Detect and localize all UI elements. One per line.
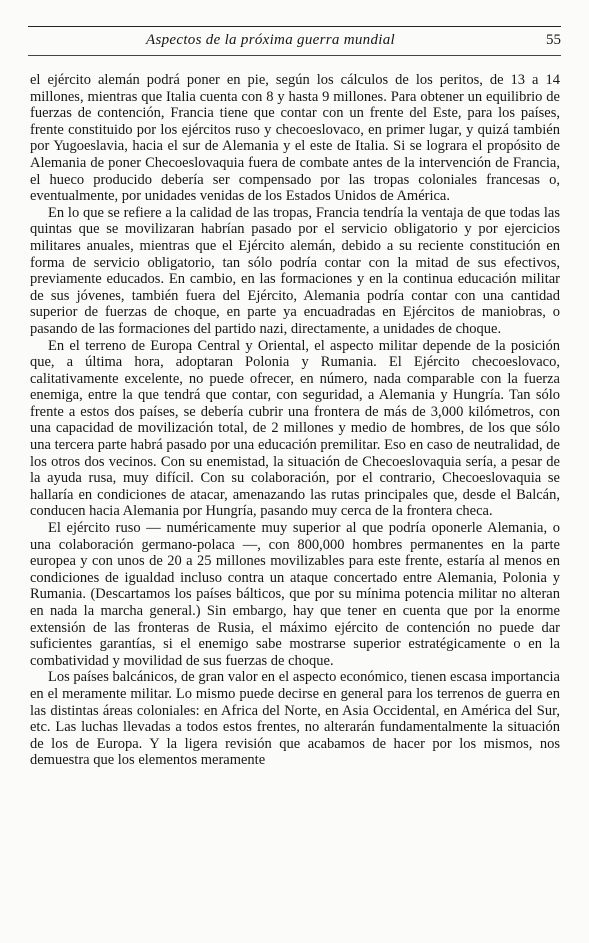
header-rule-bottom xyxy=(28,55,561,56)
body-text xyxy=(30,72,560,769)
paragraph-5: Los países balcánicos, de gran valor en el aspecto económico, tienen escasa importancia en el meramente militar. Lo mismo puede decirse en general para los terrenos de guerra en las distintas áreas coloniales: en Africa del Norte, en Asia Occidental, en América del Sur, etc. Las luchas llevadas a todos estos frentes, no alterarán fundamentalmente la situación de los de Europa. Y la ligera revisión que acabamos de hacer por los mismos, nos demuestra que los elementos meramente xyxy=(30,669,560,769)
page-number: 55 xyxy=(546,32,561,48)
paragraph-4: El ejército ruso — numéricamente muy superior al que podría oponerle Alemania, o una colaboración germano-polaca —, con 800,000 hombres permanentes en la parte europea y con unos de 20 a 25 millones movilizables para este frente, estaría al menos en condiciones de igualdad incluso contra un ataque concertado entre Alemania, Polonia y Rumania. (Descartamos los países bálticos, que por su mínima potencia militar no alteran en nada la marcha general.) Sin embargo, hay que tener en cuenta que por la enorme extensión de las fronteras de Rusia, el máximo ejército de contención no puede dar suficientes garantías, si el enemigo sabe mostrarse superior estratégicamente o en la combatividad y movilidad de sus fuerzas de choque. xyxy=(30,520,560,669)
header-rule-top xyxy=(28,26,561,27)
running-title: Aspectos de la próxima guerra mundial xyxy=(146,32,395,48)
paragraph-3: En el terreno de Europa Central y Oriental, el aspecto militar depende de la posición que, a última hora, adoptaran Polonia y Rumania. El Ejército checoeslovaco, calitativamente excelente, no puede ofrecer, en número, nada comparable con la fuerza enemiga, entre la que tendrá que contar, con seguridad, a Alemania y Hungría. Tan sólo frente a estos dos países, se debería cubrir una frontera de más de 3,000 kilómetros, con una capacidad de movilización total, de 2 millones y medio de hombres, de los que sólo una tercera parte habrá pasado por una educación premilitar. Eso en caso de neutralidad, de los otros dos vecinos. Con su enemistad, la situación de Checoeslovaquia sería, a pesar de la ayuda rusa, muy difícil. Con su colaboración, por el contrario, Checoeslovaquia se hallaría en condiciones de atacar, amenazando las rutas principales que, desde el Balcán, conducen hacia Alemania por Hungría, pasando muy cerca de la frontera checa. xyxy=(30,337,560,520)
paragraph-1: el ejército alemán podrá poner en pie, según los cálculos de los peritos, de 13 a 14 millones, mientras que Italia cuenta con 8 y hasta 9 millones. Para obtener un equilibrio de fuerzas de contención, Francia tiene que contar con un frente del Este, para los países, frente constituido por los ejércitos ruso y checoeslovaco, en primer lugar, y quizá también por Yugoeslavia, hacia el sur de Alemania y el este de Italia. Si se lograra el propósito de Alemania de poner Checoeslovaquia fuera de combate antes de la intervención de Francia, el hueco producido debería ser compensado por las tropas coloniales francesas o, eventualmente, por unidades venidas de los Estados Unidos de América. xyxy=(30,72,560,205)
running-head xyxy=(28,32,561,52)
paragraph-2: En lo que se refiere a la calidad de las tropas, Francia tendría la ventaja de que todas las quintas que se movilizaran habrían pasado por el servicio obligatorio y por ejercicios militares anuales, mientras que el Ejército alemán, debido a su reciente constitución en forma de servicio obligatorio, tan sólo podría contar con la mitad de sus efectivos, previamente educados. En cambio, en las formaciones y en la continua educación militar de sus jóvenes, también fuera del Ejército, Alemania podría contar con una cantidad superior de fuerzas de choque, en parte ya encuadradas en Ejércitos de maniobras, o pasando de las formaciones del partido nazi, directamente, a unidades de choque. xyxy=(30,204,560,337)
